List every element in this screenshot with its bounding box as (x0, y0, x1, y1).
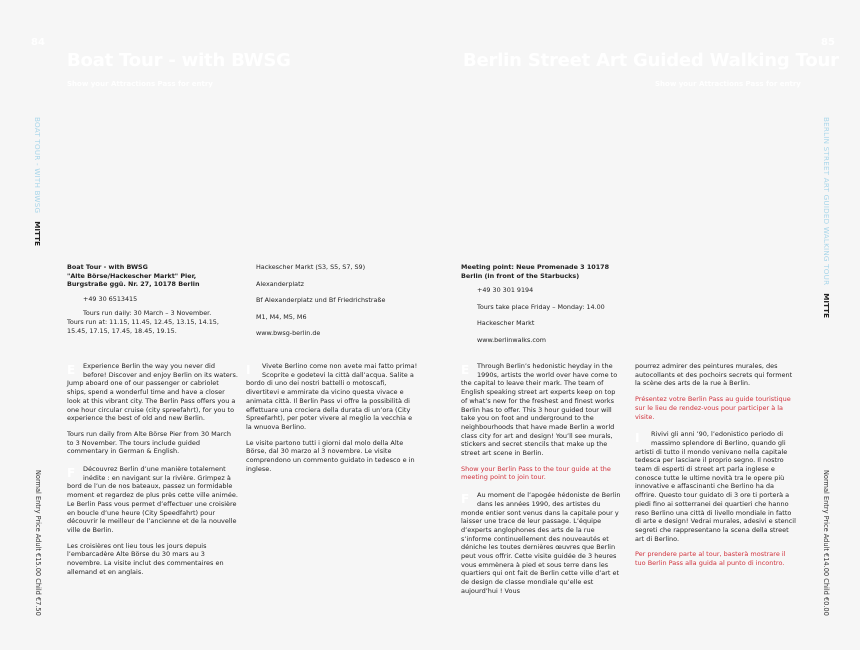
side-price-right: Normal Entry Price Adult €14.00 Child €0.00 (822, 470, 830, 616)
italian-paragraph: Vivete Berlino come non avete mai fatto prima! Scoprite e godetevi la città dall’acqua. Salite a bordo di uno dei nostri battelli o motoscafi, divertitevi e ammirate da vicino questa vivace e animata città. Il Berlin Pass vi offre la possibilità di effettuare una crociera della durata di un’ora (City Spreefarht), per poter vivere al meglio la vecchia e la wnuova Berlino. (246, 362, 418, 431)
website-link-left[interactable]: www.bwsg-berlin.de (256, 329, 321, 338)
french-note: Présentez votre Berlin Pass au guide touristique sur le lieu de rendez-vous pour participer à la visite. (635, 395, 791, 421)
rail-station-right: Hackescher Markt (477, 319, 535, 328)
side-section-left: BOAT TOUR - WITH BWSG (33, 117, 42, 214)
side-section-right: BERLIN STREET ART GUIDED WALKING TOUR (822, 117, 831, 286)
french-paragraph-2: Les croisières ont lieu tous les jours depuis l’embarcadère Alte Börse du 30 mars au 3 novembre. La visite inclut des commentaires en allemand et en anglais. (67, 541, 224, 576)
website-link-right[interactable]: www.berlinwalks.com (477, 335, 546, 344)
meeting-point-line-2: Berlin (in front of the Starbucks) (461, 271, 580, 280)
side-label-right (822, 117, 831, 318)
side-district-right: MITTE (822, 293, 831, 318)
english-paragraph: Through Berlin’s hedonistic heyday in the 1990s, artists the world over have come to the capital to leave their mark. The team of English speaking street art experts keep on top of what’s new for the freshest and finest works Berlin has to offer. This 3 hour guided tour will take you on foot and underground to the neighbourhoods that have made Berlin a world class city for art and design! You’ll see murals, stickers and secret stencils that make up the street art scene in Berlin. (461, 362, 618, 458)
info-block-right (461, 263, 641, 351)
italian-section-left (246, 362, 418, 432)
text-column-right-2 (635, 362, 797, 575)
text-column-left-1 (67, 362, 239, 583)
side-label-left (33, 117, 42, 246)
italian-paragraph: Rivivi gli anni ’90, l’edonistico periodo di massimo splendore di Berlino, quando gli artisti di tutto il mondo venivano nella capitale tedesca per lasciare il proprio segno. Il nostro team di esperti di street art parla inglese e conosce tutte le ultime novità tra le opere più innovative e affascinanti che Berlino ha da offrire. Questo tour guidato di 3 ore ti porterà a piedi fino ai sotterranei dei quartieri che hanno reso Berlino una città di livello mondiale in fatto di arte e design! Vedrai murales, adesivi e stencil segreti che rappresentano la scena della street art di Berlino. (635, 430, 796, 543)
text-column-left-2 (246, 362, 418, 480)
french-paragraph-cont: pourrez admirer des peintures murales, des autocollants et des pochoirs secrets qui forment la scène des arts de la rue à Berlin. (635, 362, 793, 388)
transport-block-left (256, 263, 436, 345)
english-note: Show your Berlin Pass to the tour guide at the meeting point to join tour. (461, 464, 611, 482)
hours-line-2: Tours run at: 11.15, 11.45, 12.45, 13.15, 14.15, (67, 317, 219, 326)
italian-paragraph-2: Le visite partono tutti i giorni dal molo della Alte Börse, dal 30 marzo al 3 novembre. Le visite comprendono un commento guidato in tedesco e in inglese. (246, 438, 415, 473)
address-line-2: Burgstraße ggü. Nr. 27, 10178 Berlin (67, 280, 200, 289)
dropcap-e: E (67, 363, 76, 377)
address-line-1: "Alte Börse/Hackescher Markt" Pier, (67, 271, 197, 280)
rail-station: Hackescher Markt (S3, S5, S7, S9) (256, 263, 366, 271)
dropcap-e: E (461, 363, 470, 377)
page-number-left: 84 (31, 37, 45, 48)
hours-right: Tours take place Friday – Monday: 14.00 (477, 302, 605, 311)
english-section-right (461, 362, 621, 458)
dropcap-f: F (67, 466, 76, 481)
phone-left: +49 30 6513415 (83, 294, 138, 303)
train-station: Bf Alexanderplatz und Bf Friedrichstraße (256, 296, 386, 305)
page-number-right: 85 (821, 37, 835, 48)
phone-right: +49 30 301 9194 (477, 286, 534, 295)
hours-line-3: 15.45, 17.15, 17.45, 18.45, 19.15. (67, 326, 177, 335)
subway-station: Alexanderplatz (256, 279, 304, 288)
page-subtitle-right: Show your Attractions Pass for entry (655, 80, 801, 88)
text-column-right-1 (461, 362, 621, 603)
page-subtitle-left: Show your Attractions Pass for entry (67, 80, 213, 88)
venue-name: Boat Tour - with BWSG (67, 263, 148, 271)
info-block-left (67, 263, 247, 335)
page-title-right: Berlin Street Art Guided Walking Tour (463, 50, 839, 71)
tram-lines: M1, M4, M5, M6 (256, 312, 307, 321)
english-paragraph-2: Tours run daily from Alte Börse Pier from 30 March to 3 November. The tours include guided commentary in German & English. (67, 429, 231, 456)
meeting-point-line-1: Meeting point: Neue Promenade 3 10178 (461, 263, 610, 271)
side-price-left: Normal Entry Price Adult €15.00 Child €7.50 (34, 470, 42, 616)
english-section-left (67, 362, 239, 423)
hours-line-1: Tours run daily: 30 March – 3 November. (83, 309, 212, 318)
italian-section-right (635, 430, 797, 543)
french-paragraph: Découvrez Berlin d’une manière totalement inédite : en navigant sur la rivière. Grimpez à bord de l’un de nos bateaux, passez un formidable moment et regardez de plus près cette ville animée. Le Berlin Pass vous permet d’effectuer une croisière en boucle d’une heure (City Speedfahrt) pour découvrir le meilleur de l’ancienne et de la nouvelle ville de Berlin. (67, 465, 238, 534)
french-paragraph: Au moment de l’apogée hédoniste de Berlin dans les années 1990, des artistes du monde entier sont venus dans la capitale pour y laisser une trace de leur passage. L’équipe d’experts anglophones des arts de la rue s’informe continuellement des nouveautés et déniche les toutes dernières œuvres que Berlin peut vous offrir. Cette visite guidée de 3 heures vous emmènera à pied et sous terre dans les quartiers qui ont fait de Berlin cette ville d’art et de design de classe mondiale qu’elle est aujourd’hui ! Vous (461, 491, 621, 595)
english-paragraph: Experience Berlin the way you never did before! Discover and enjoy Berlin on its waters. Jump aboard one of our passenger or cabriolet ships, spend a wonderful time and have a closer look at this vibrant city. The Berlin Pass offers you a one hour circular cruise (city spreefahrt), for you to experience the best of old and new Berlin. (67, 362, 238, 423)
italian-note: Per prendere parte al tour, basterà mostrare il tuo Berlin Pass alla guida al punto di incontro. (635, 550, 786, 568)
side-district-left: MITTE (33, 221, 42, 246)
dropcap-f: F (461, 492, 470, 507)
page-title-left: Boat Tour - with BWSG (67, 50, 291, 71)
french-section-left (67, 465, 239, 535)
dropcap-i: I (246, 363, 251, 377)
dropcap-i: I (635, 431, 640, 446)
french-section-right (461, 491, 621, 595)
